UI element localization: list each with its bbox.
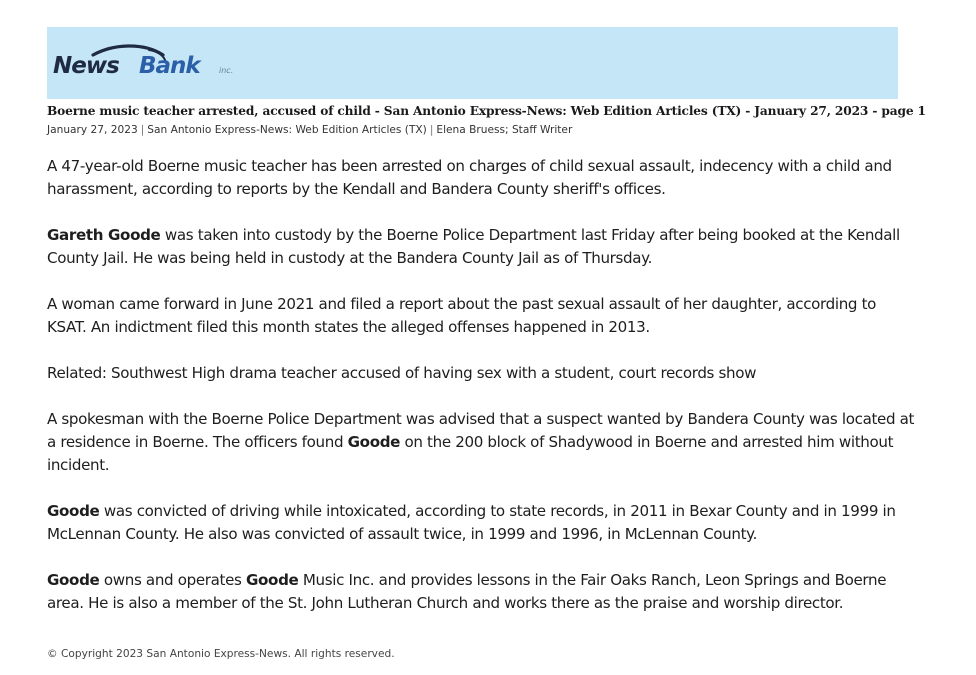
article-source: San Antonio Express-News: Web Edition Articles (TX) (147, 124, 427, 136)
paragraph-text: was taken into custody by the Boerne Police Department last Friday after being booked at the Kendall County Jail. He was being held in custody at the Bandera County Jail as of Thursday. (47, 226, 900, 267)
paragraph-text: Music Inc. and provides lessons in the Fair Oaks Ranch, Leon Springs and Boerne area. He is also a member of the St. John Lutheran Church and works there as the praise and worship director. (47, 571, 887, 612)
article-author: Elena Bruess; Staff Writer (436, 124, 573, 136)
paragraph-5 (47, 408, 917, 477)
paragraph-text: on the 200 block of Shadywood in Boerne and arrested him without incident. (47, 433, 894, 474)
bold-name: Goode (246, 571, 299, 589)
logo-inc-text: inc. (219, 66, 234, 75)
bold-name: Goode (47, 502, 100, 520)
paragraph-3: A woman came forward in June 2021 and filed a report about the past sexual assault of her daughter, according to KSAT. An indictment filed this month states the alleged offenses happened in 2013. (47, 295, 877, 336)
newsbank-logo (53, 41, 253, 85)
newsbank-header-banner (47, 27, 898, 99)
logo-bank-text: Bank (139, 53, 200, 79)
newsbank-logo-icon (53, 41, 253, 85)
article-body (47, 155, 917, 638)
meta-separator: | (140, 124, 145, 136)
paragraph-6 (47, 500, 917, 546)
paragraph-2 (47, 224, 917, 270)
paragraph-text: was convicted of driving while intoxicated, according to state records, in 2011 in Bexar County and in 1999 in McLennan County. He also was convicted of assault twice, in 1999 and 1996, in McLennan County. (47, 502, 896, 543)
meta-separator: | (429, 124, 434, 136)
paragraph-text: owns and operates (99, 571, 246, 589)
paragraph-7 (47, 569, 917, 615)
article-date: January 27, 2023 (47, 124, 138, 136)
logo-news-text: News (53, 53, 119, 79)
bold-name: Goode (47, 571, 100, 589)
bold-name: Gareth Goode (47, 226, 161, 244)
copyright-notice: © Copyright 2023 San Antonio Express-News. All rights reserved. (47, 648, 395, 660)
article-meta (47, 124, 927, 136)
paragraph-4-related: Related: Southwest High drama teacher accused of having sex with a student, court records show (47, 364, 757, 382)
article-headline: Boerne music teacher arrested, accused of child - San Antonio Express-News: Web Edition Articles (TX) - January 27, 2023 - page 1 (47, 104, 926, 118)
paragraph-1: A 47-year-old Boerne music teacher has been arrested on charges of child sexual assault, indecency with a child and harassment, according to reports by the Kendall and Bandera County sheriff's offices. (47, 157, 892, 198)
bold-name: Goode (347, 433, 401, 451)
paragraph-text: A spokesman with the Boerne Police Department was advised that a suspect wanted by Bandera County was located at a residence in Boerne. The officers found (47, 410, 915, 451)
